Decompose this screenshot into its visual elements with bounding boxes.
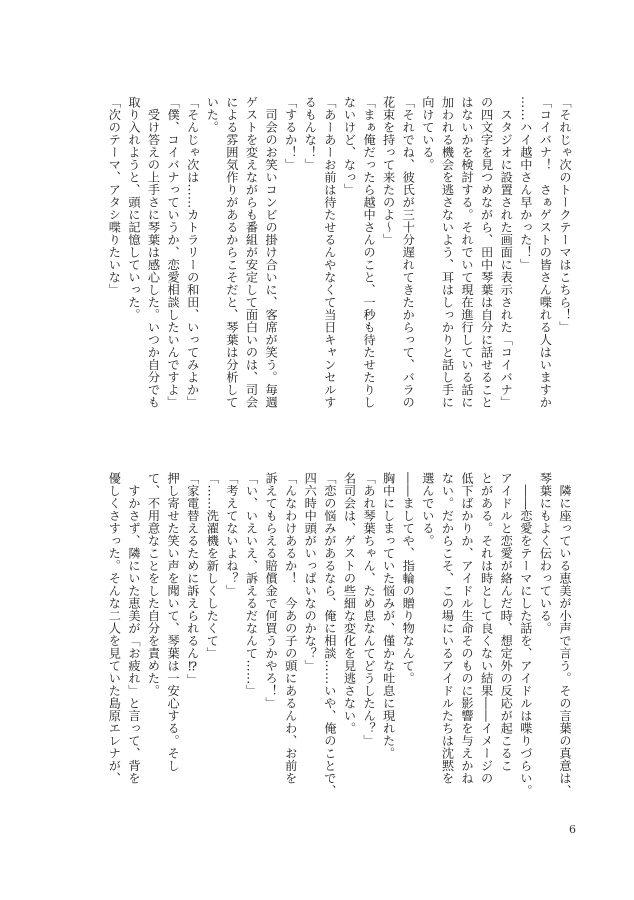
text-line: 押し寄せた笑い声を聞いて、琴葉は一安心する。そし [166,472,181,772]
page-number: 6 [569,823,576,836]
text-line: 隣に座っている恵美が小声で言う。その言葉の真意は、 [558,472,572,797]
text-line: 低下ばかりか、アイドル生命そのものに影響を与えかね [460,472,475,785]
text-line: アイドルと恋愛が絡んだ時、想定外の反応が起こるこ [499,472,514,772]
text-line: 「するか！」 [283,96,298,171]
text-line: 「い、いえいえ、訴えるだなんて……」 [244,472,259,697]
text-line: 「それでね、彼氏が三十分遅れてきたからって、バラの [401,96,416,409]
text-line: 訴えてもらえる賠償金で何買うかやろ！」 [264,472,279,710]
text-line: 胸中にしまっていた悩みが、僅かな吐息に現れた。 [381,472,396,760]
text-line: 優しくさすった。そんな二人を見ていた島原エレナが、 [107,472,122,785]
text-line: はないかを検討する。それでいて現在進行している話に [460,96,475,409]
text-line: 受け答えの上手さに琴葉は感心した。いつか自分でも [146,96,161,409]
text-line: ――ましてや、指輪の贈り物なんて。 [401,472,416,685]
text-line: 「コイバナ！ さぁゲストの皆さん喋れる人はいますか [538,96,553,409]
text-line: ゲストを変えながらも番組が安定して面白いのは、司会 [244,96,259,409]
text-block-bottom [54,472,574,802]
text-line: 琴葉にもよく伝わっている。 [538,472,553,635]
text-line: 名司会は、ゲストの些細な変化を見逃さない。 [342,472,357,735]
text-line: 取り入れようと、頭に記憶していった。 [126,96,141,321]
text-line: 「僕、コイバナっていうか、恋愛相談したいんですよ」 [166,96,181,409]
text-line: 花束を持って来たのよ～」 [381,96,396,246]
text-line: とがある。それは時として良くない結果――イメージの [479,472,494,785]
text-line: ないけど、なっ」 [342,96,357,196]
text-line: 「それじゃ次のトークテーマはこちら！」 [558,96,572,334]
text-line: 加われる機会を逃さないよう、耳はしっかりと話し手に [440,96,455,409]
text-line: 「家電替えるために訴えられるん⁉」 [185,472,200,687]
text-line: 「……洗濯機を新しくしたくて」 [205,472,220,660]
text-line: 選んでいる。 [420,472,435,547]
text-line: 「恋の悩みがあるなら、俺に相談……いや、俺のことで、 [322,472,337,797]
text-line: 「考えてないよね？」 [224,472,239,597]
text-line: 司会のお笑いコンビの掛け合いに、客席が笑う。毎週 [264,96,279,409]
text-line: スタジオに設置された画面に表示された「コイバナ」 [499,96,514,409]
text-line: 四六時中頭がいっぱいなのかな？」 [303,472,318,672]
text-line: ない。だからこそ、この場にいるアイドルたちは沈黙を [440,472,455,785]
text-line: るもんな！」 [303,96,318,171]
text-line: の四文字を見つめながら、田中琴葉は自分に話せること [479,96,494,409]
text-line: ――恋愛をテーマにした話を、アイドルは喋りづらい。 [518,472,533,797]
text-block-top [54,96,574,426]
text-line: 「まぁ俺だったら越中さんのこと、一秒も待たせたりし [362,96,377,409]
text-line: による雰囲気作りがあるからこそだと、琴葉は分析して [224,96,239,409]
text-line: 向けている。 [420,96,435,171]
text-line: 「んなわけあるか！ 今あの子の頭にあるんわ、お前を [283,472,298,785]
text-line: 「次のテーマ、アタシ喋りたいな」 [107,96,122,296]
text-line: いた。 [205,96,220,134]
text-line: て、不用意なことをした自分を責めた。 [146,472,161,697]
text-line: ……ハイ越中さん早かった！」 [518,96,533,271]
text-line: すかさず、隣にいた恵美が「お疲れ」と言って、背を [126,472,141,785]
text-line: 「そんじゃ次は……カトラリーの和田、いってみよか」 [185,96,200,409]
text-line: 「あーあーお前は待たせるんやなくて当日キャンセルす [322,96,337,409]
text-line: 「あれ琴葉ちゃん、ため息なんてどうしたん？」 [362,472,377,747]
